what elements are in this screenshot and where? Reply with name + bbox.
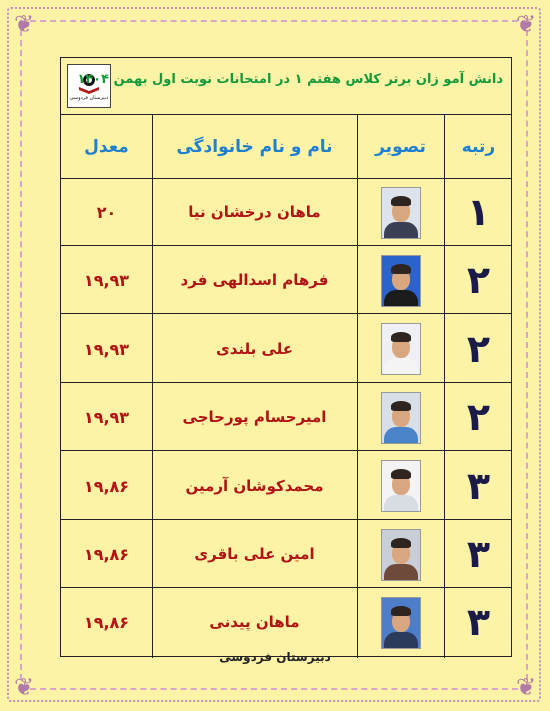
student-name-cell: امیرحسام پورحاجی (182, 408, 327, 427)
student-photo (381, 323, 421, 375)
student-photo (381, 392, 421, 444)
average-cell: ۱۹,۹۳ (83, 408, 130, 428)
ornament-corner-icon: ❦ (515, 673, 537, 701)
rank-cell: ۲ (466, 326, 491, 371)
table-row (61, 316, 511, 383)
average-cell: ۱۹,۹۳ (83, 339, 130, 359)
ornament-corner-icon: ❦ (13, 673, 35, 701)
rank-cell: ۳ (466, 463, 491, 508)
student-photo (381, 529, 421, 581)
student-name-cell: محمدکوشان آرمین (185, 476, 324, 495)
average-cell: ۱۹,۸۶ (83, 476, 130, 496)
rank-cell: ۱ (466, 190, 491, 234)
average-cell: ۱۹,۸۶ (83, 613, 130, 633)
photo-cell (357, 521, 444, 588)
page-title: دانش آمو زان برتر کلاس هفتم ۱ در امتحانات نوبت اول بهمن ۱۴۰۴ (77, 72, 503, 87)
ornament-corner-icon: ❦ (515, 10, 537, 38)
table-row (61, 453, 511, 520)
student-name-cell: امین علی باقری (194, 545, 315, 563)
table-body (61, 179, 511, 658)
student-name-cell: ماهان درخشان نیا (188, 203, 321, 221)
ornament-corner-icon: ❦ (13, 10, 35, 38)
student-photo (381, 255, 421, 307)
logo-text: دبیرستان فردوسی (69, 94, 109, 101)
table-row (61, 589, 511, 656)
student-name-cell: ماهان پیدنی (209, 613, 300, 632)
header-average: معدل (84, 137, 129, 157)
table-row (61, 179, 511, 246)
average-cell: ۱۹,۸۶ (83, 545, 130, 564)
table-row (61, 247, 511, 314)
student-photo (381, 460, 421, 512)
table-row (61, 521, 511, 588)
rank-cell: ۳ (466, 600, 491, 645)
student-photo (381, 187, 421, 239)
photo-cell (357, 247, 444, 314)
photo-cell (357, 179, 444, 246)
student-name-cell: علی بلندی (215, 339, 294, 358)
footer-school-name: دبیرستان فردوسی (219, 650, 331, 664)
student-name-cell: فرهام اسدالهی فرد (180, 271, 329, 290)
rank-cell: ۲ (466, 258, 491, 303)
header-name: نام و نام خانوادگی (176, 137, 333, 157)
header-photo: تصویر (375, 137, 426, 157)
student-photo (381, 597, 421, 649)
rank-cell: ۳ (466, 532, 491, 576)
table-row (61, 384, 511, 451)
header-rank: رتبه (461, 137, 496, 157)
photo-cell (357, 316, 444, 383)
honor-roll-table (60, 57, 512, 657)
average-cell: ۱۹,۹۳ (83, 271, 130, 291)
photo-cell (357, 453, 444, 520)
photo-cell (357, 589, 444, 656)
rank-cell: ۲ (466, 395, 491, 440)
title-band (61, 58, 511, 115)
photo-cell (357, 384, 444, 451)
average-cell: ۲۰ (96, 203, 117, 222)
